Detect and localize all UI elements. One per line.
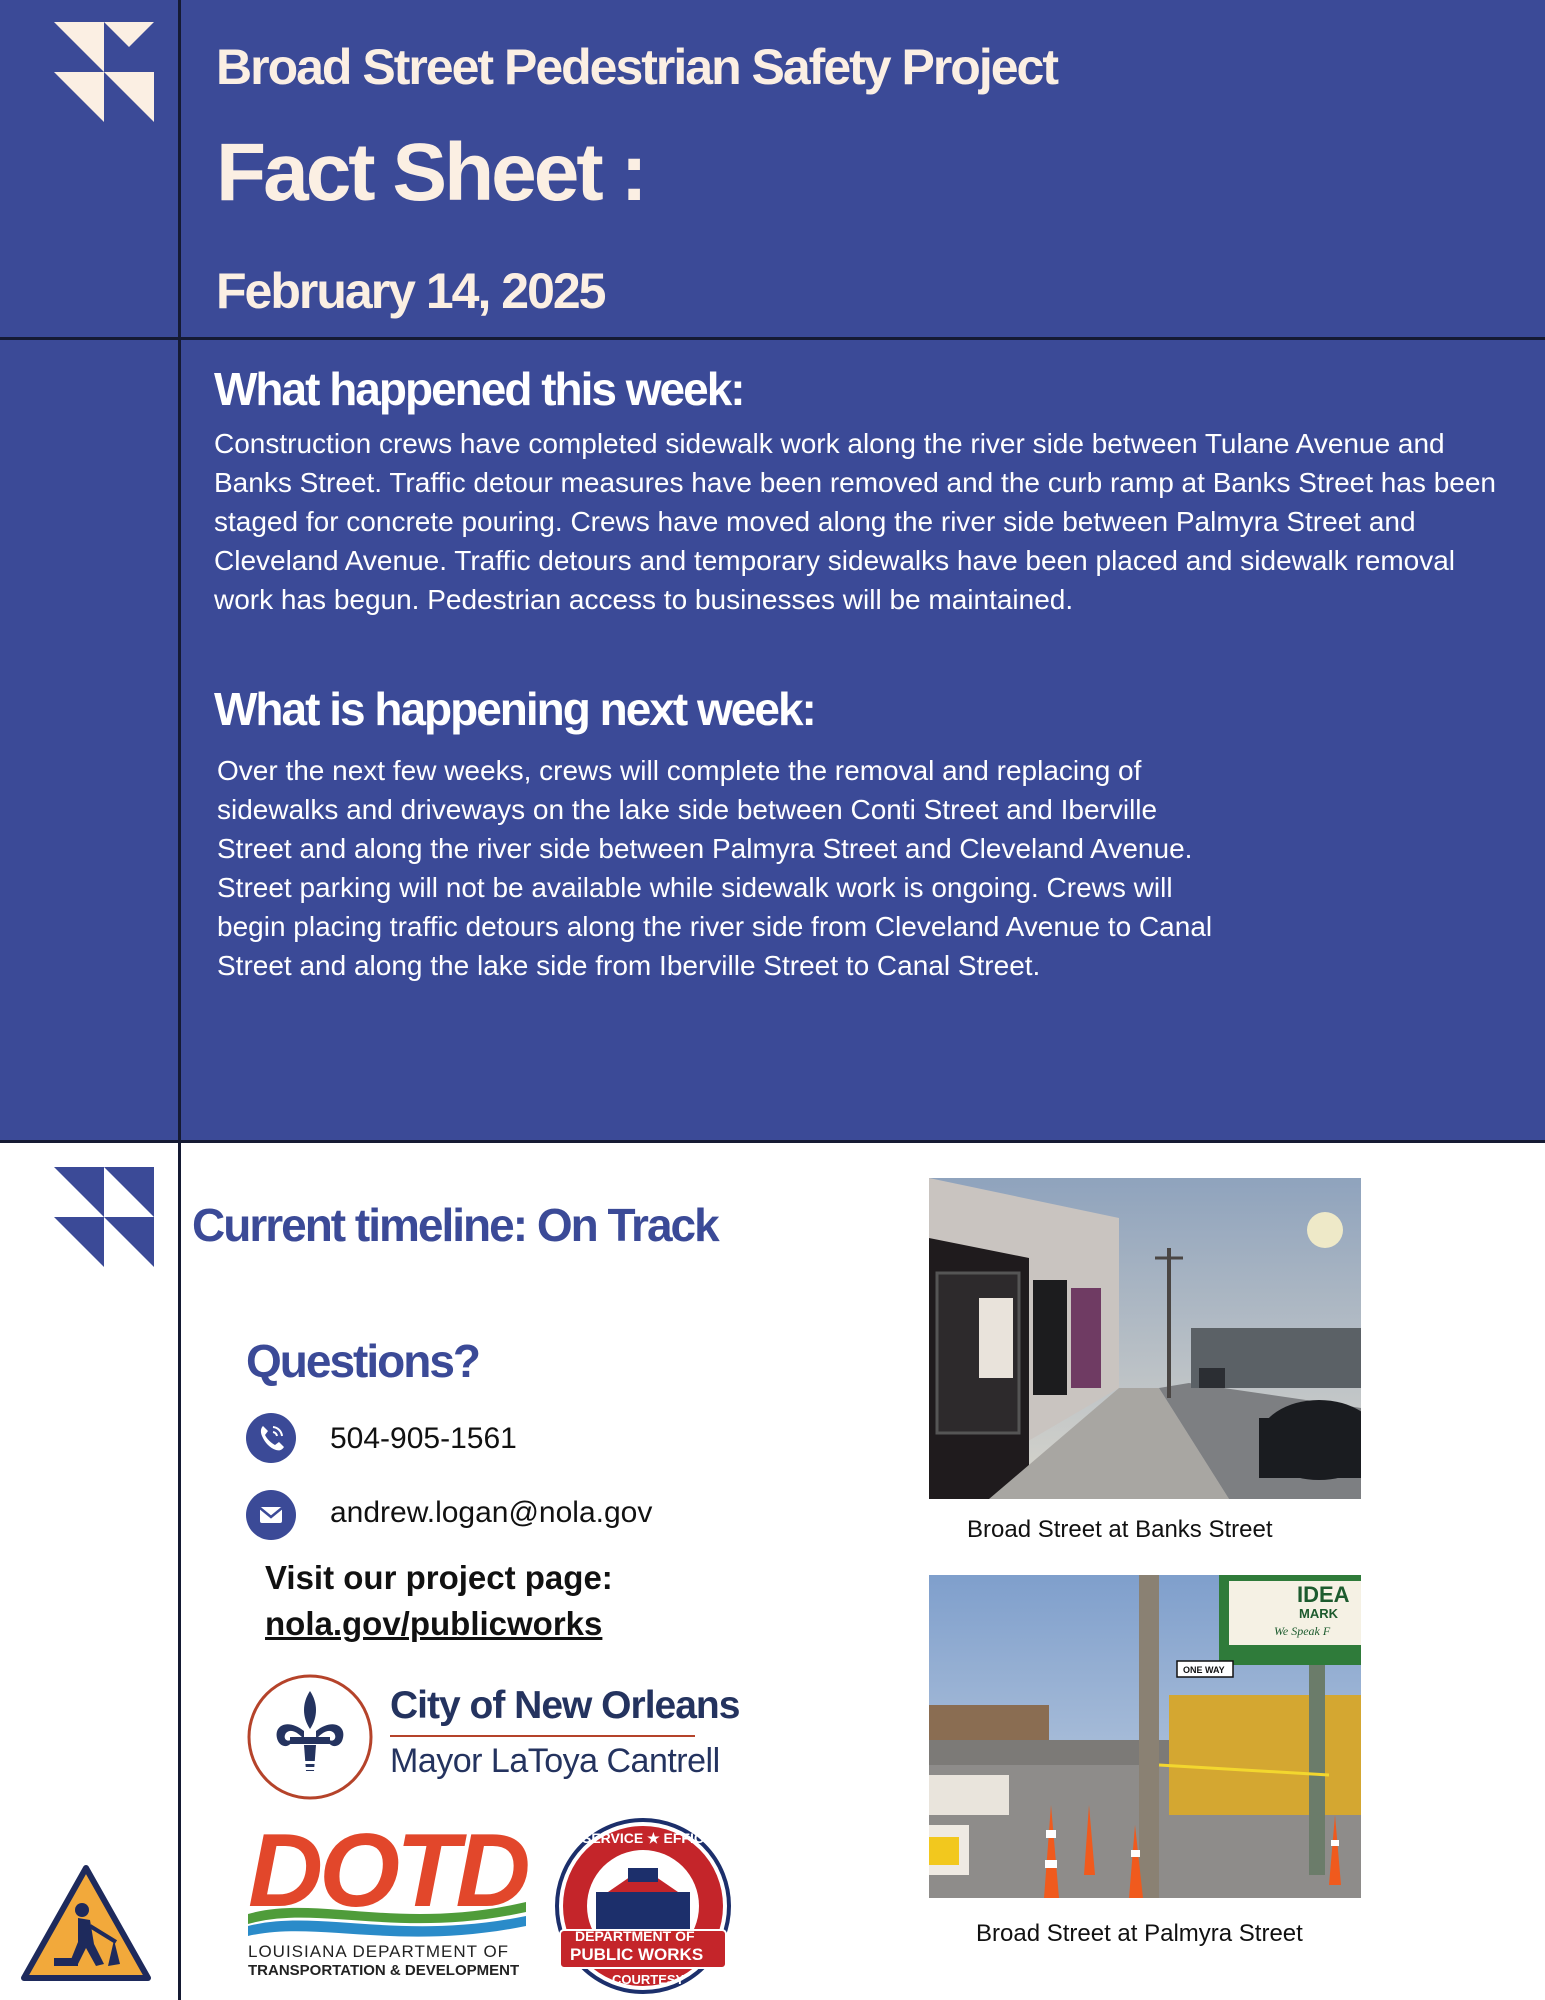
project-page-link[interactable]: nola.gov/publicworks bbox=[265, 1605, 603, 1642]
next-week-heading: What is happening next week: bbox=[214, 683, 815, 735]
dpw-arc-top: SERVICE ★ EFFICIENCY bbox=[582, 1830, 747, 1846]
phone-number[interactable]: 504-905-1561 bbox=[330, 1422, 517, 1455]
city-logo-line2: Mayor LaToya Cantrell bbox=[390, 1742, 720, 1780]
dotd-line2: TRANSPORTATION & DEVELOPMENT bbox=[248, 1962, 520, 1979]
project-page-block bbox=[265, 1555, 613, 1647]
store-sign-text-3: We Speak F bbox=[1274, 1624, 1331, 1638]
construction-worker-icon bbox=[20, 1864, 152, 1982]
vertical-rule bbox=[178, 0, 181, 2000]
photo-palmyra-caption: Broad Street at Palmyra Street bbox=[976, 1920, 1303, 1947]
email-icon bbox=[246, 1490, 296, 1540]
dpw-line1: DEPARTMENT OF bbox=[575, 1928, 695, 1944]
project-title: Broad Street Pedestrian Safety Project bbox=[216, 39, 1057, 95]
horizontal-rule-top bbox=[0, 337, 1545, 340]
one-way-sign-text: ONE WAY bbox=[1183, 1665, 1225, 1675]
dotd-logo-mark: DOTD bbox=[248, 1813, 527, 1929]
email-address[interactable]: andrew.logan@nola.gov bbox=[330, 1496, 653, 1529]
brand-mark-icon bbox=[54, 22, 154, 122]
store-sign-text-2: MARK bbox=[1299, 1606, 1338, 1621]
dotd-line1: LOUISIANA DEPARTMENT OF bbox=[248, 1942, 510, 1961]
city-seal-icon bbox=[246, 1673, 374, 1801]
photo-banks-street bbox=[929, 1178, 1361, 1499]
doc-title: Fact Sheet : bbox=[216, 127, 645, 218]
photo-banks-caption: Broad Street at Banks Street bbox=[967, 1516, 1273, 1543]
dotd-wave-icon bbox=[248, 1896, 526, 1942]
next-week-body: Over the next few weeks, crews will complete the removal and replacing of sidewalks and driveways on the lake side between Conti Street and Iberville Street and along the river side between Palmyra Street and Cleveland Avenue. Street parking will not be available while sidewalk work is ongoing. Crews will begin placing traffic detours along the river side from Cleveland Avenue to Canal Street and along the lake side from Iberville Street to Canal Street. bbox=[217, 755, 1213, 981]
timeline-status: Current timeline: On Track bbox=[192, 1199, 718, 1251]
dpw-line2: PUBLIC WORKS bbox=[570, 1945, 704, 1964]
city-logo-divider bbox=[390, 1735, 695, 1737]
questions-heading: Questions? bbox=[246, 1335, 480, 1387]
doc-date: February 14, 2025 bbox=[216, 263, 605, 319]
photo-palmyra-street bbox=[929, 1575, 1361, 1898]
this-week-body: Construction crews have completed sidewalk work along the river side between Tulane Avenue and Banks Street. Traffic detour measures have been removed and the curb ramp at Banks Street has been staged for concrete pouring. Crews have moved along the river side between Palmyra Street and Cleveland Avenue. Traffic detours and temporary sidewalks have been placed and sidewalk removal work has begun. Pedestrian access to businesses will be maintained. bbox=[214, 428, 1496, 615]
this-week-heading: What happened this week: bbox=[214, 363, 744, 415]
horizontal-rule-bottom bbox=[0, 1140, 1545, 1143]
city-logo-line1: City of New Orleans bbox=[390, 1684, 740, 1727]
phone-icon bbox=[246, 1413, 296, 1463]
brand-mark-icon bbox=[54, 1167, 154, 1267]
visit-label: Visit our project page: bbox=[265, 1559, 613, 1596]
store-sign-text: IDEA bbox=[1297, 1582, 1350, 1607]
dpw-arc-bottom: COURTESY bbox=[612, 1972, 685, 1987]
